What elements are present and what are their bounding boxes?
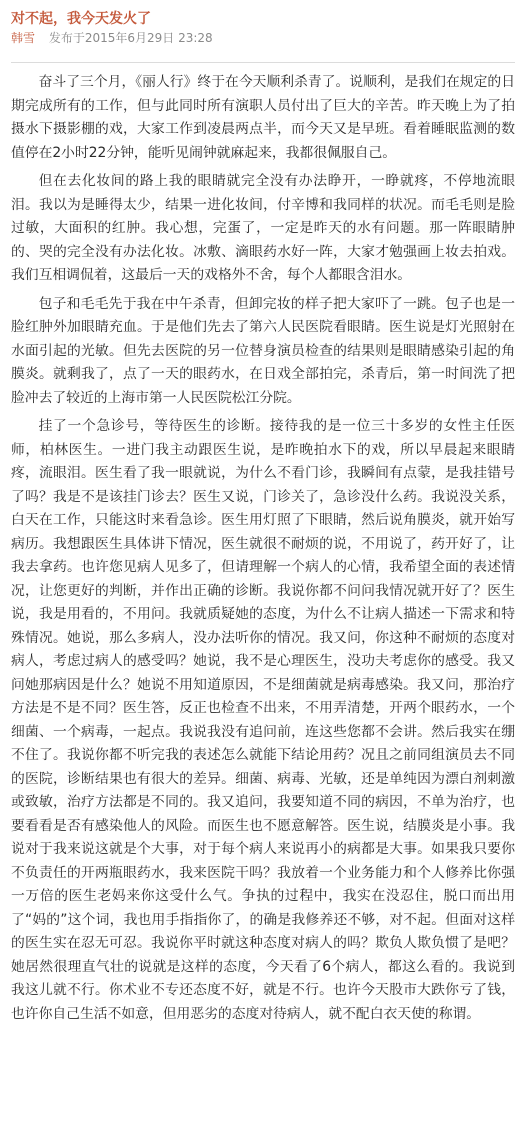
paragraph: 但在去化妆间的路上我的眼睛就完全没有办法睁开，一睁就疼，不停地流眼泪。我以为是睡得太少，结果一进化妆间，付辛博和我同样的状况。而毛毛则是脸过敏，大面积的红肿。我心想，完蛋了，一定是昨天的水有问题。那一阵眼睛肿的、哭的完全没有办法化妆。冰敷、滴眼药水好一阵，大家才勉强画上妆去拍戏。我们互相调侃着，这最后一天的戏格外不舍，每个人都眼含泪水。: [11, 173, 515, 283]
author-name[interactable]: 韩雪: [11, 31, 36, 45]
publish-date: 发布于2015年6月29日 23:28: [48, 31, 213, 45]
paragraph: 奋斗了三个月，《丽人行》终于在今天顺利杀青了。说顺利，是我们在规定的日期完成所有的工作，但与此同时所有演职人员付出了巨大的辛苦。昨天晚上为了拍摄水下摄影棚的戏，大家工作到凌晨两点半，而今天又是早班。看着睡眠监测的数值停在2小时22分钟，能听见闹钟就麻起来，我都很佩服自己。: [11, 74, 515, 161]
paragraph: 包子和毛毛先于我在中午杀青，但卸完妆的样子把大家吓了一跳。包子也是一脸红肿外加眼睛充血。于是他们先去了第六人民医院看眼睛。医生说是灯光照射在水面引起的光敏。但先去医院的另一位替身演员检查的结果则是眼睛感染引起的角膜炎。就剩我了，点了一天的眼药水，在日戏全部拍完，杀青后，第一时间洗了把脸冲去了较近的上海市第一人民医院松江分院。: [11, 295, 515, 406]
divider: [11, 62, 515, 63]
post-title[interactable]: 对不起，我今天发火了: [11, 11, 151, 27]
paragraph: 挂了一个急诊号，等待医生的诊断。接待我的是一位三十多岁的女性主任医师，柏林医生。一进门我主动跟医生说，是昨晚拍水下的戏，所以早晨起来眼睛疼，流眼泪。医生看了我一眼就说，为什么不看门诊，我瞬间有点蒙，是我挂错号了吗？我是不是该挂门诊去？医生又说，门诊关了，急诊没什么药。我说没关系，白天在工作，只能这时来看急诊。医生用灯照了下眼睛，然后说角膜炎，就开始写病历。我想跟医生具体讲下情况，医生就很不耐烦的说，不用说了，药开好了，让我去拿药。也许您见病人见多了，但请理解一个病人的心情，我希望全面的表述情况，让您更好的判断，并作出正确的诊断。我说你都不问问我情况就开好了？医生说，我是用看的，不用问。我就质疑她的态度，为什么不让病人描述一下需求和特殊情况。她说，那么多病人，没办法听你的情况。我又问，你这种不耐烦的态度对病人，考虑过病人的感受吗？她说，我不是心理医生，没功夫考虑你的感受。我又问她那病因是什么？她说不用知道原因，不是细菌就是病毒感染。我又问，那治疗方法是不是不同？医生答，反正也检查不出来，不用弄清楚，开两个眼药水，一个细菌、一个病毒，一起点。我说我没有追问前，连这些您都不会讲。然后我实在绷不住了。我说你都不听完我的表述怎么就能下结论用药？况且之前同组演员去不同的医院，诊断结果也有很大的差异。细菌、病毒、光敏，还是单纯因为漂白剂刺激或致敏，治疗方法都是不同的。我又追问，我要知道不同的病因，不单为治疗，也要看看是否有感染他人的风险。而医生也不愿意解答。医生说，结膜炎是小事。我说对于我来说这就是个大事，对于每个病人来说再小的病都是大事。如果我只要你不负责任的开两瓶眼药水，我来医院干吗？我放着一个业务能力和个人修养比你强一万倍的医生老妈来你这受什么气。争执的过程中，我实在没忍住，脱口而出用了“妈的”这个词，我也用手指指你了，的确是我修养还不够，对不起。但面对这样的医生实在忍无可忍。我说你平时就这种态度对病人的吗？欺负人欺负惯了是吧？她居然很理直气壮的说就是这样的态度，今天看了6个病人，都这么看的。我说到我这儿就不行。你术业不专还态度不好，就是不行。也许今天股市大跌你亏了钱，也许你自己生活不如意，但用恶劣的态度对待病人，就不配白衣天使的称谓。: [11, 418, 515, 1022]
post-meta: [11, 30, 515, 50]
post-body: [11, 71, 515, 1026]
